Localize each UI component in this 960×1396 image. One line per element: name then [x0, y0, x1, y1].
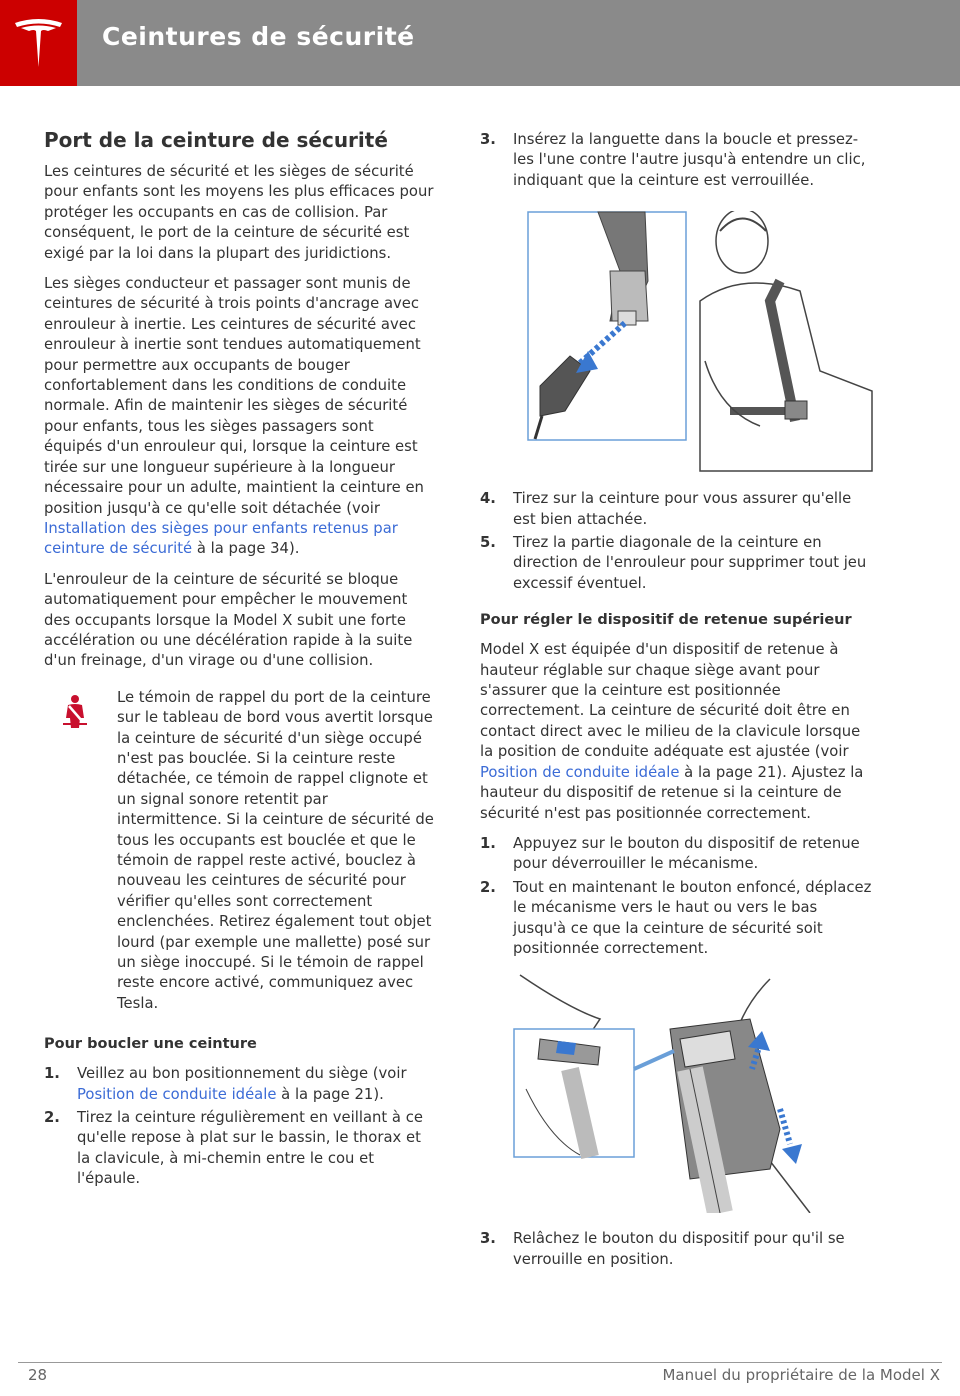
adjust-steps — [480, 834, 874, 959]
buckle-illustration-image — [480, 211, 874, 473]
list-item — [480, 130, 874, 191]
restraint-illustration — [480, 969, 874, 1213]
step-number: 3. — [480, 1230, 496, 1248]
step-text: Veillez au bon positionnement du siège (voir — [77, 1065, 407, 1083]
subheading-buckle: Pour boucler une ceinture — [44, 1036, 257, 1053]
tesla-logo-icon — [13, 17, 64, 69]
driving-position-link[interactable]: Position de conduite idéale — [77, 1085, 277, 1103]
seatbelt-reminder-note — [44, 688, 436, 1015]
buckle-illustration — [480, 211, 874, 473]
step-text: Insérez la languette dans la boucle et pressez-les l'une contre l'autre jusqu'à entendre un clic, indiquant que la ceinture est verrouillée. — [513, 131, 866, 189]
step-text: Tirez sur la ceinture pour vous assurer qu'elle est bien attachée. — [513, 490, 852, 528]
restraint-illustration-image — [480, 969, 874, 1213]
step-text: Tout en maintenant le bouton enfoncé, déplacez le mécanisme vers le haut ou vers le bas jusqu'à ce que la ceinture de sécurité soit positionnée correctement. — [513, 878, 872, 957]
footer-title: Manuel du propriétaire de la Model X — [662, 1366, 940, 1384]
step-number: 5. — [480, 534, 496, 552]
release-steps — [480, 1229, 874, 1270]
tesla-logo — [0, 0, 77, 86]
list-item — [480, 489, 874, 530]
paragraph-text: à la page 34). — [192, 540, 300, 558]
subheading-adjust: Pour régler le dispositif de retenue supérieur — [480, 612, 852, 629]
list-item — [44, 1108, 436, 1190]
step-text: Tirez la ceinture régulièrement en veillant à ce qu'elle repose à plat sur le bassin, le thorax et la clavicule, à mi-chemin entre le cou et l'épaule. — [77, 1109, 423, 1188]
paragraph-text: Les sièges conducteur et passager sont munis de ceintures de sécurité à trois points d'ancrage avec enrouleur à inertie. Les ceintures de sécurité avec enrouleur à inertie sont tendues automatiquement pour permettre aux occupants de bouger confortablement dans les conditions de conduite normale. Afin de maintenir les sièges de sécurité pour enfants, tous les sièges passagers sont équipés d'un enrouleur qui, lorsque la ceinture est tirée sur une longueur supérieure à la longueur nécessaire pour un adulte, maintient la ceinture en position jusqu'à ce qu'elle soit détachée (voir — [44, 275, 424, 517]
buckle-steps-continued — [480, 130, 874, 191]
step-number: 4. — [480, 490, 496, 508]
page-number: 28 — [28, 1366, 48, 1384]
page-title: Ceintures de sécurité — [102, 22, 415, 51]
paragraph-adjust — [480, 640, 874, 824]
driving-position-link[interactable]: Position de conduite idéale — [480, 763, 680, 781]
list-item — [44, 1064, 436, 1105]
step-number: 1. — [44, 1065, 60, 1083]
step-text: Relâchez le bouton du dispositif pour qu'il se verrouille en position. — [513, 1230, 845, 1268]
step-text: Tirez la partie diagonale de la ceinture en direction de l'enrouleur pour supprimer tout jeu excessif éventuel. — [513, 534, 867, 592]
step-number: 2. — [44, 1109, 60, 1127]
step-number: 1. — [480, 834, 496, 852]
paragraph-retractor — [44, 274, 436, 560]
paragraph-text: Model X est équipée d'un dispositif de retenue à hauteur réglable sur chaque siège avant pour s'assurer que la ceinture est positionnée correctement. La ceinture de sécurité doit être en contact direct avec le milieu de la clavicule lorsque la position de conduite adéquate est ajustée (voir — [480, 641, 861, 761]
footer-divider — [18, 1362, 942, 1363]
paragraph-lock: L'enrouleur de la ceinture de sécurité se bloque automatiquement pour empêcher le mouvement des occupants lorsque la Model X subit une forte accélération ou une décélération rapide à la suite d'un freinage, d'un virage ou d'une collision. — [44, 570, 413, 670]
list-item — [480, 1229, 874, 1270]
list-item — [480, 834, 874, 875]
paragraph-text: à la page 21). Ajustez la hauteur du dispositif de retenue si la ceinture de sécurité n'est pas positionnée correctement. — [480, 763, 864, 822]
section-heading: Port de la ceinture de sécurité — [44, 128, 388, 152]
step-text: Appuyez sur le bouton du dispositif de retenue pour déverrouiller le mécanisme. — [513, 834, 860, 873]
buckle-steps — [44, 1064, 436, 1189]
list-item — [480, 878, 874, 960]
left-column — [44, 128, 436, 1200]
child-seat-link[interactable]: Installation des sièges pour enfants retenus par ceinture de sécurité — [44, 519, 398, 558]
right-column — [480, 130, 874, 1280]
check-steps — [480, 489, 874, 594]
page-header — [0, 0, 960, 86]
list-item — [480, 533, 874, 594]
step-text: à la page 21). — [276, 1085, 384, 1103]
note-text: Le témoin de rappel du port de la ceinture sur le tableau de bord vous avertit lorsque la ceinture de sécurité d'un siège occupé n'est pas bouclée. Si la ceinture reste détachée, ce témoin de rappel clignote et un signal sonore retentit par intermittence. Si la ceinture de sécurité de tous les occupants est bouclée et que le témoin de rappel reste activé, bouclez à nouveau les ceintures de sécurité pour vérifier qu'elles sont correctement enclenchées. Retirez également tout objet lourd (par exemple une mallette) posé sur un siège inoccupé. Si le témoin de rappel reste encore activé, communiquez avec Tesla. — [117, 688, 434, 1012]
step-number: 2. — [480, 878, 496, 896]
paragraph-intro: Les ceintures de sécurité et les sièges de sécurité pour enfants sont les moyens les plus efficaces pour protéger les occupants en cas de collision. Par conséquent, le port de la ceinture de sécurité est exigé par la loi dans la plupart des juridictions. — [44, 163, 434, 262]
seatbelt-warning-icon — [60, 694, 90, 730]
step-number: 3. — [480, 131, 496, 148]
